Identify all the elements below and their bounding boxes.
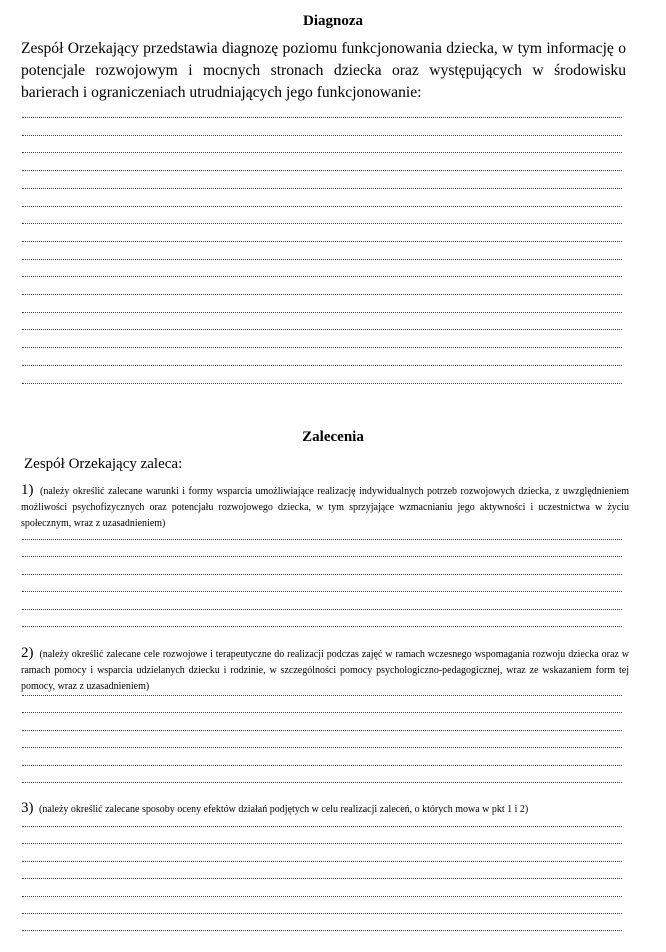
answer-line[interactable] [22,826,622,827]
answer-line[interactable] [22,117,622,118]
answer-line[interactable] [22,765,622,766]
diagnosis-title: Diagnoza [303,13,363,29]
answer-line[interactable] [22,539,622,540]
answer-line[interactable] [22,294,622,295]
answer-line[interactable] [22,878,622,879]
answer-line[interactable] [22,695,622,696]
recommendation-item-number: 2) [21,645,34,661]
answer-line[interactable] [22,626,622,627]
answer-line[interactable] [22,152,622,153]
answer-line[interactable] [22,312,622,313]
answer-line[interactable] [22,747,622,748]
answer-line[interactable] [22,241,622,242]
answer-line[interactable] [22,206,622,207]
answer-line[interactable] [22,329,622,330]
answer-line[interactable] [22,135,622,136]
answer-line[interactable] [22,930,622,931]
answer-line[interactable] [22,913,622,914]
recommendation-item-1 [21,482,629,532]
answer-line[interactable] [22,861,622,862]
answer-line[interactable] [22,843,622,844]
recommendations-title: Zalecenia [302,429,364,445]
answer-line[interactable] [22,276,622,277]
answer-line[interactable] [22,259,622,260]
answer-line[interactable] [22,188,622,189]
answer-line[interactable] [22,782,622,783]
answer-line[interactable] [22,896,622,897]
answer-line[interactable] [22,591,622,592]
answer-line[interactable] [22,609,622,610]
diagnosis-intro: Zespół Orzekający przedstawia diagnozę poziomu funkcjonowania dziecka, w tym informację o potencjale rozwojowym i mocnych stronach dziecka oraz występujących w środowisku barierach i ograniczeniach utrudniających jego funkcjonowanie: [21,40,626,101]
answer-line[interactable] [22,223,622,224]
answer-line[interactable] [22,712,622,713]
answer-line[interactable] [22,383,622,384]
answer-line[interactable] [22,365,622,366]
recommendation-item-instruction: (należy określić zalecane cele rozwojowe i terapeutyczne do realizacji podczas zajęć w ramach wczesnego wspomagania rozwoju dziecka oraz w ramach pomocy i wsparcia udzielanych dziecku i rodzinie, w szczególności pomocy psychologiczno-pedagogicznej, wraz ze wskazaniem form tej pomocy, wraz z uzasadnieniem) [21,649,629,692]
answer-line[interactable] [22,556,622,557]
recommendation-item-3 [21,800,629,818]
answer-line[interactable] [22,347,622,348]
recommendation-item-2 [21,645,629,695]
recommendation-item-number: 1) [21,482,34,498]
answer-line[interactable] [22,170,622,171]
recommendations-intro: Zespół Orzekający zaleca: [24,456,183,472]
recommendation-item-instruction: (należy określić zalecane warunki i formy wsparcia umożliwiające realizację indywidualnych potrzeb rozwojowych dziecka, z uwzględnieniem możliwości psychofizycznych oraz potencjału rozwojowego dziecka, w tym sprzyjające wzmacnianiu jego aktywności i uczestnictwa w życiu społecznym, wraz z uzasadnieniem) [21,486,629,529]
answer-line[interactable] [22,730,622,731]
answer-line[interactable] [22,574,622,575]
recommendation-item-number: 3) [21,800,34,816]
recommendation-item-instruction: (należy określić zalecane sposoby oceny efektów działań podjętych w celu realizacji zaleceń, o których mowa w pkt 1 i 2) [39,804,529,815]
